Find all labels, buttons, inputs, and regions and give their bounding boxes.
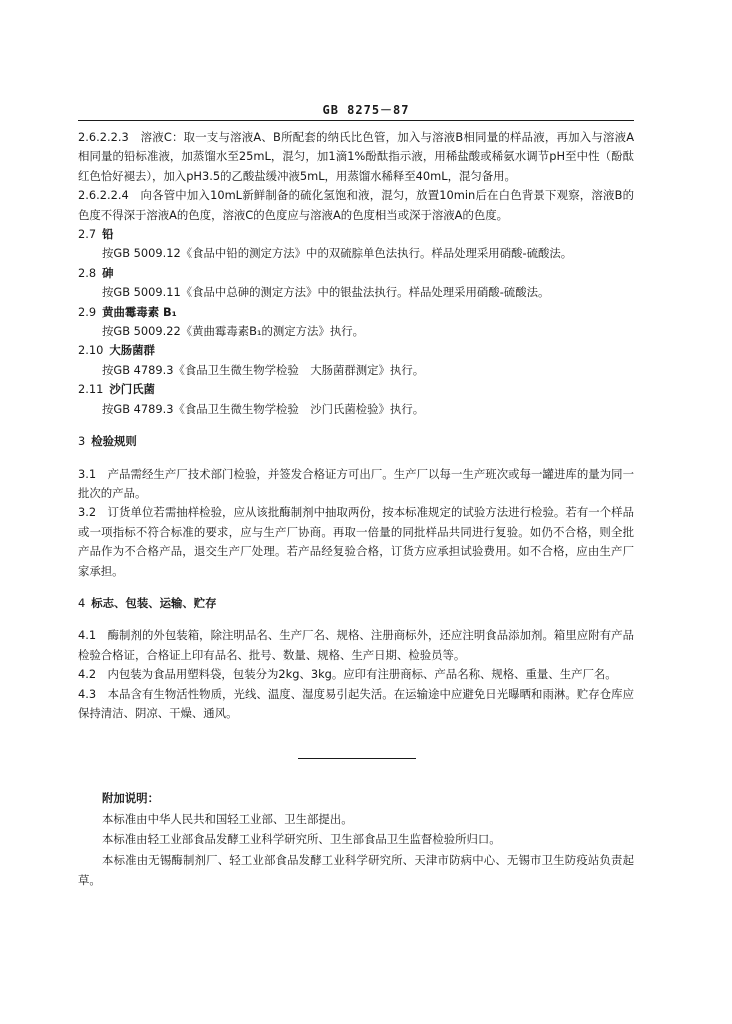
section-gap bbox=[78, 419, 634, 432]
header-rule bbox=[78, 120, 634, 121]
heading-3 bbox=[78, 432, 634, 451]
clause-4-2: 4.2 内包装为食品用塑料袋，包装分为2kg、3kg。应印有注册商标、产品名称、规格、重量、生产厂名。 bbox=[78, 667, 617, 682]
section-gap bbox=[78, 581, 634, 594]
heading-2-10 bbox=[78, 341, 634, 360]
clause-2-8-text: 按GB 5009.11《食品中总砷的测定方法》中的银盐法执行。样品处理采用硝酸-硫酸法。 bbox=[102, 285, 550, 300]
heading-2-9 bbox=[78, 303, 634, 322]
heading-number: 3 bbox=[78, 434, 86, 449]
clause-2-10-text: 按GB 4789.3《食品卫生微生物学检验 大肠菌群测定》执行。 bbox=[102, 362, 425, 377]
heading-2-7 bbox=[78, 225, 634, 244]
notes-line-1: 本标准由中华人民共和国轻工业部、卫生部提出。 bbox=[102, 811, 353, 826]
heading-number: 2.7 bbox=[78, 227, 97, 242]
heading-number: 2.11 bbox=[78, 382, 104, 397]
heading-2-8 bbox=[78, 264, 634, 283]
clause-2-6-2-2-4: 2.6.2.2.4 向各管中加入10mL新鲜制备的硫化氢饱和液，混匀，放置10min后在白色背景下观察，溶液B的色度不得深于溶液A的色度，溶液C的色度应与溶液A的色度相当或深于溶液A的色度。 bbox=[78, 188, 634, 222]
heading-2-11 bbox=[78, 380, 634, 399]
clause-2-9-text: 按GB 5009.22《黄曲霉毒素B₁的测定方法》执行。 bbox=[102, 324, 364, 339]
heading-title: 铅 bbox=[102, 227, 114, 242]
end-separator-line bbox=[298, 758, 416, 759]
heading-title: 标志、包装、运输、贮存 bbox=[91, 595, 217, 610]
heading-title: 砷 bbox=[102, 265, 114, 280]
clause-2-6-2-2-3: 2.6.2.2.3 溶液C：取一支与溶液A、B所配套的纳氏比色管，加入与溶液B相同量的样品液，再加入与溶液A相同量的铅标准液，加蒸馏水至25mL，混匀，加1滴1%酚酞指示液，用稀盐酸或稀氨水调节pH至中性（酚酞红色恰好褪去），加入pH3.5的乙酸盐缓冲液5mL，用蒸馏水稀释至40mL，混匀备用。 bbox=[78, 130, 634, 183]
clause-2-11-text: 按GB 4789.3《食品卫生微生物学检验 沙门氏菌检验》执行。 bbox=[102, 401, 425, 416]
section-gap bbox=[78, 452, 634, 465]
heading-number: 4 bbox=[78, 595, 86, 610]
main-content bbox=[78, 128, 634, 723]
additional-notes bbox=[78, 788, 634, 891]
heading-4 bbox=[78, 594, 634, 613]
clause-4-3: 4.3 本品含有生物活性物质，光线、温度、湿度易引起失活。在运输途中应避免日光曝晒和雨淋。贮存仓库应保持清洁、阴凉、干燥、通风。 bbox=[78, 686, 634, 720]
page-header: GB 8275－87 bbox=[322, 103, 410, 117]
heading-number: 2.10 bbox=[78, 343, 104, 358]
notes-title: 附加说明： bbox=[102, 791, 159, 805]
heading-number: 2.8 bbox=[78, 265, 97, 280]
heading-number: 2.9 bbox=[78, 304, 97, 319]
section-gap bbox=[78, 613, 634, 626]
heading-title: 大肠菌群 bbox=[109, 343, 155, 358]
heading-title: 沙门氏菌 bbox=[109, 382, 155, 397]
notes-line-3: 本标准由无锡酶制剂厂、轻工业部食品发酵工业科学研究所、天津市防病中心、无锡市卫生防疫站负责起草。 bbox=[78, 852, 634, 887]
notes-line-2: 本标准由轻工业部食品发酵工业科学研究所、卫生部食品卫生监督检验所归口。 bbox=[102, 832, 501, 846]
clause-4-1: 4.1 酶制剂的外包装箱，除注明品名、生产厂名、规格、注册商标外，还应注明食品添加剂。箱里应附有产品检验合格证，合格证上印有品名、批号、数量、规格、生产日期、检验员等。 bbox=[78, 628, 634, 662]
clause-2-7-text: 按GB 5009.12《食品中铅的测定方法》中的双硫腙单色法执行。样品处理采用硝酸-硫酸法。 bbox=[102, 246, 573, 261]
heading-title: 黄曲霉毒素 B₁ bbox=[102, 304, 177, 319]
heading-title: 检验规则 bbox=[91, 434, 137, 449]
clause-3-1: 3.1 产品需经生产厂技术部门检验，并签发合格证方可出厂。生产厂以每一生产班次或每一罐进库的量为同一批次的产品。 bbox=[78, 466, 634, 500]
clause-3-2: 3.2 订货单位若需抽样检验，应从该批酶制剂中抽取两份，按本标准规定的试验方法进行检验。若有一个样品或一项指标不符合标准的要求，应与生产厂协商。再取一倍量的同批样品共同进行复验。如仍不合格，则全批产品作为不合格产品，退交生产厂处理。若产品经复验合格，订货方应承担试验费用。如不合格，应由生产厂家承担。 bbox=[78, 505, 634, 578]
